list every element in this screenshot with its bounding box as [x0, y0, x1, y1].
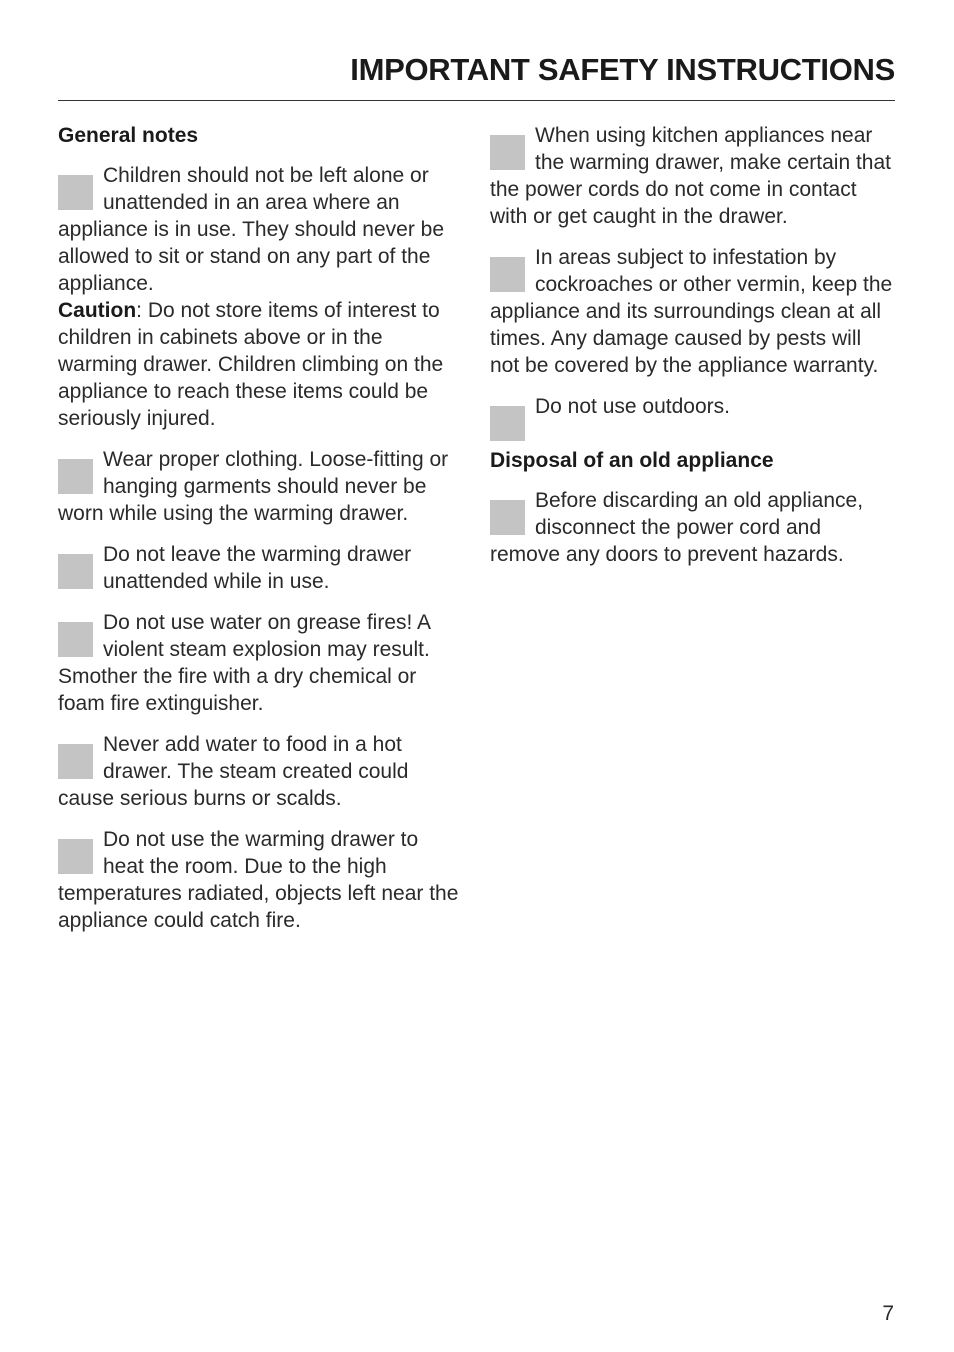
- bullet-square-icon: [58, 839, 93, 874]
- note-text: Do not leave the warming drawer unattended while in use.: [103, 543, 412, 593]
- safety-note-vermin: [490, 244, 896, 379]
- page-header: [58, 50, 895, 101]
- bullet-square-icon: [58, 744, 93, 779]
- right-column: [490, 122, 896, 582]
- bullet-square-icon: [490, 406, 525, 441]
- caution-label: Caution: [58, 299, 137, 322]
- disposal-note: [490, 487, 896, 568]
- safety-note-outdoors: [490, 393, 896, 420]
- note-text: Children should not be left alone or unattended in an area where an appliance is in use. They should never be allowed to sit or stand on any part of the appliance.: [58, 164, 445, 295]
- safety-note-power-cords: [490, 122, 896, 230]
- note-text: Do not use the warming drawer to heat the room. Due to the high temperatures radiated, objects left near the appliance could catch fire.: [58, 828, 459, 932]
- note-text: In areas subject to infestation by cockroaches or other vermin, keep the appliance and its surroundings clean at all times. Any damage caused by pests will not be covered by the appliance warranty.: [490, 246, 893, 377]
- bullet-square-icon: [58, 459, 93, 494]
- left-column: [58, 122, 464, 948]
- section-heading-disposal: Disposal of an old appliance: [490, 449, 774, 472]
- safety-note-grease-fires: [58, 609, 464, 717]
- safety-note-children: [58, 162, 464, 432]
- bullet-square-icon: [490, 500, 525, 535]
- note-text: Do not use water on grease fires! A violent steam explosion may result. Smother the fire with a dry chemical or foam fire extinguisher.: [58, 611, 430, 715]
- bullet-square-icon: [490, 257, 525, 292]
- note-text: Do not use outdoors.: [535, 395, 730, 418]
- section-heading-general-notes: General notes: [58, 124, 199, 147]
- note-text: Before discarding an old appliance, disconnect the power cord and remove any doors to prevent hazards.: [490, 489, 864, 566]
- caution-note: [58, 297, 464, 432]
- safety-note-clothing: [58, 446, 464, 527]
- page-title: IMPORTANT SAFETY INSTRUCTIONS: [350, 52, 895, 87]
- note-text: When using kitchen appliances near the warming drawer, make certain that the power cords do not come in contact with or get caught in the drawer.: [490, 124, 891, 228]
- bullet-square-icon: [58, 554, 93, 589]
- note-text: Wear proper clothing. Loose-fitting or hanging garments should never be worn while using the warming drawer.: [58, 448, 449, 525]
- safety-note-unattended: [58, 541, 464, 595]
- note-text: Never add water to food in a hot drawer. The steam created could cause serious burns or scalds.: [58, 733, 409, 810]
- page-number: 7: [882, 1302, 894, 1325]
- caution-text: : Do not store items of interest to children in cabinets above or in the warming drawer. Children climbing on the appliance to reach these items could be seriously injured.: [58, 299, 444, 430]
- safety-note-heating-room: [58, 826, 464, 934]
- safety-note-water-hot-drawer: [58, 731, 464, 812]
- bullet-square-icon: [58, 622, 93, 657]
- bullet-square-icon: [490, 135, 525, 170]
- bullet-square-icon: [58, 175, 93, 210]
